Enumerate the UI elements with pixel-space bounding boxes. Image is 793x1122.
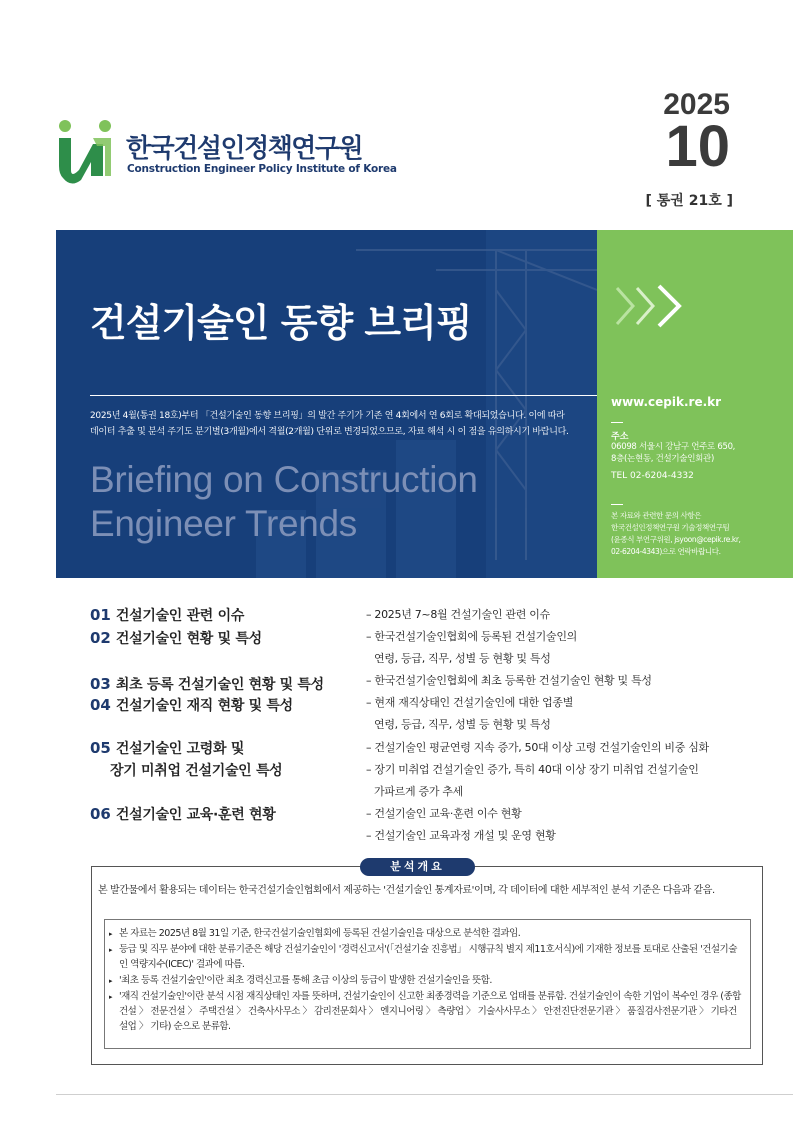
contact-note bbox=[611, 510, 789, 558]
toc-number: 05 bbox=[90, 739, 111, 757]
toc-number: 03 bbox=[90, 675, 111, 693]
toc-number: 06 bbox=[90, 805, 111, 823]
address-text bbox=[611, 441, 789, 465]
toc-label: 최초 등록 건설기술인 현황 및 특성 bbox=[115, 677, 324, 693]
analysis-criteria-box bbox=[104, 919, 751, 1049]
page-bottom-rule bbox=[56, 1094, 793, 1095]
toc-description: 연령, 등급, 직무, 성별 등 현황 및 특성 bbox=[374, 718, 551, 731]
issue-year: 2025 bbox=[663, 88, 730, 121]
institute-logo-icon bbox=[55, 118, 117, 184]
notice-line: 2025년 4월(통권 18호)부터 「건설기술인 동향 브리핑」의 발간 주기가 기존 연 4회에서 연 6회로 확대되었습니다. 이에 따라 bbox=[90, 411, 565, 421]
contact-line: (윤종식 부연구위원, jsyoon@cepik.re.kr, bbox=[611, 535, 741, 544]
toc-description: 연령, 등급, 직무, 성별 등 현황 및 특성 bbox=[374, 652, 551, 665]
criteria-item bbox=[109, 973, 745, 988]
toc-label: 건설기술인 교육·훈련 현황 bbox=[115, 807, 276, 823]
triangle-bullet-icon: ▸ bbox=[109, 977, 113, 985]
english-title-line: Engineer Trends bbox=[90, 503, 358, 544]
english-title bbox=[90, 458, 478, 546]
criteria-item bbox=[109, 989, 745, 1034]
divider bbox=[611, 422, 623, 423]
toc-label: 건설기술인 관련 이슈 bbox=[115, 608, 245, 624]
triangle-bullet-icon: ▸ bbox=[109, 993, 113, 1001]
contact-panel bbox=[597, 230, 793, 578]
english-title-line: Briefing on Construction bbox=[90, 459, 478, 500]
toc-label: 건설기술인 고령화 및 bbox=[115, 741, 245, 757]
toc-label-continued: 장기 미취업 건설기술인 특성 bbox=[110, 763, 283, 779]
address-label: 주소 bbox=[611, 432, 629, 442]
address-line: 8층(논현동, 건설기술인회관) bbox=[611, 454, 714, 464]
toc-label: 건설기술인 재직 현황 및 특성 bbox=[115, 698, 293, 714]
toc-description: – 한국건설기술인협회에 최초 등록한 건설기술인 현황 및 특성 bbox=[366, 674, 652, 687]
triangle-bullet-icon: ▸ bbox=[109, 946, 113, 954]
issue-volume: [ 통권 21호 ] bbox=[645, 193, 733, 209]
toc-description: – 한국건설기술인협회에 등록된 건설기술인의 bbox=[366, 630, 577, 643]
toc-description: – 건설기술인 평균연령 지속 증가, 50대 이상 고령 건설기술인의 비중 심화 bbox=[366, 741, 709, 754]
notice-line: 데이터 추출 및 분석 주기도 분기별(3개월)에서 격월(2개월) 단위로 변경되었으므로, 자료 해석 시 이 점을 유의하시기 바랍니다. bbox=[90, 427, 569, 437]
website-link[interactable]: www.cepik.re.kr bbox=[611, 395, 722, 409]
toc-description: – 현재 재직상태인 건설기술인에 대한 업종별 bbox=[366, 696, 574, 709]
toc-description: – 건설기술인 교육·훈련 이수 현황 bbox=[366, 807, 522, 820]
toc-number: 02 bbox=[90, 629, 111, 647]
toc-item[interactable] bbox=[90, 674, 324, 694]
title-divider bbox=[90, 395, 597, 396]
contact-line: 한국건설인정책연구원 기술정책연구팀 bbox=[611, 523, 730, 532]
toc-description: 가파르게 증가 추세 bbox=[374, 785, 464, 798]
toc-item[interactable] bbox=[90, 605, 244, 625]
criteria-text: '재직 건설기술인'이란 분석 시점 재직상태인 자를 뜻하며, 건설기술인이 신고한 최종경력을 기준으로 업태를 분류함. 건설기술인이 속한 기업이 복수인 경우 (종합건설 〉 전문건설 〉 주택건설 〉 건축사사무소 〉 감리전문회사 〉 엔지니어링 〉 측량업 〉 기술사사무소 〉 안전진단전문기관 〉 품질검사전문기관 〉 기타건설업 〉 기타) 순으로 분류함. bbox=[119, 991, 741, 1032]
toc-number: 01 bbox=[90, 606, 111, 624]
toc-description: – 장기 미취업 건설기술인 증가, 특히 40대 이상 장기 미취업 건설기술인 bbox=[366, 763, 699, 776]
publication-notice bbox=[90, 408, 590, 440]
briefing-title: 건설기술인 동향 브리핑 bbox=[90, 301, 472, 345]
organization-name-korean: 한국건설인정책연구원 bbox=[126, 134, 363, 164]
criteria-text: 본 자료는 2025년 8월 31일 기준, 한국건설기술인협회에 등록된 건설기술인을 대상으로 분석한 결과임. bbox=[119, 928, 521, 939]
toc-description: – 건설기술인 교육과정 개설 및 운영 현황 bbox=[366, 829, 556, 842]
contact-line: 본 자료와 관련한 문의 사항은 bbox=[611, 511, 702, 520]
toc-number: 04 bbox=[90, 696, 111, 714]
toc-item[interactable] bbox=[90, 628, 262, 648]
address-line: 06098 서울시 강남구 언주로 650, bbox=[611, 442, 736, 452]
telephone: TEL 02-6204-4332 bbox=[611, 471, 694, 481]
analysis-intro: 본 발간물에서 활용되는 데이터는 한국건설기술인협회에서 제공하는 '건설기술인 통계자료'이며, 각 데이터에 대한 세부적인 분석 기준은 다음과 같음. bbox=[98, 885, 715, 896]
analysis-overview-tab: 분석개요 bbox=[360, 858, 475, 876]
toc-item[interactable] bbox=[90, 804, 276, 824]
contact-line: 02-6204-4343)으로 연락바랍니다. bbox=[611, 547, 721, 556]
criteria-text: 등급 및 직무 분야에 대한 분류기준은 해당 건설기술인이 '경력신고서'(「건설기술 진흥법」 시행규칙 별지 제11호서식)에 기재한 정보를 토대로 산출된 '건설기술인 역량지수(ICEC)' 결과에 따름. bbox=[119, 944, 737, 970]
triangle-bullet-icon: ▸ bbox=[109, 930, 113, 938]
toc-label: 건설기술인 현황 및 특성 bbox=[115, 631, 262, 647]
organization-name-english: Construction Engineer Policy Institute of Korea bbox=[127, 163, 397, 175]
toc-description: – 2025년 7~8월 건설기술인 관련 이슈 bbox=[366, 608, 550, 621]
criteria-text: '최초 등록 건설기술인'이란 최초 경력신고를 통해 초급 이상의 등급이 발생한 건설기술인을 뜻함. bbox=[119, 975, 492, 986]
toc-item[interactable] bbox=[90, 695, 293, 715]
criteria-item bbox=[109, 942, 745, 972]
issue-month: 10 bbox=[665, 114, 730, 179]
criteria-item bbox=[109, 926, 745, 941]
cover-banner bbox=[56, 230, 597, 578]
divider bbox=[611, 504, 623, 505]
toc-item[interactable] bbox=[90, 738, 350, 782]
chevron-arrows-icon bbox=[613, 282, 689, 330]
analysis-overview-box bbox=[91, 860, 763, 1065]
